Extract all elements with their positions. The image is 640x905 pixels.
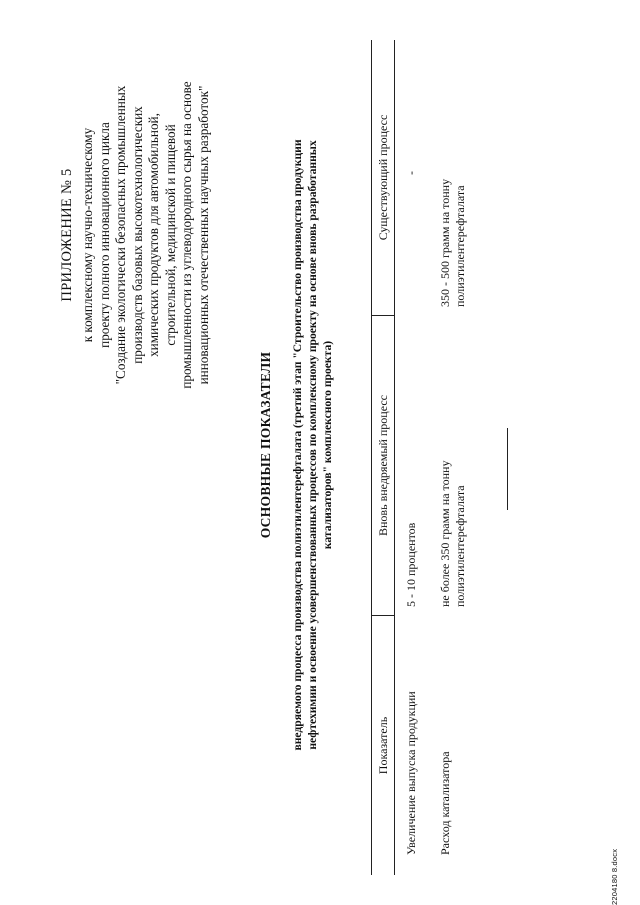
column-header-existing-process: Существующий процесс <box>376 114 390 241</box>
page-title: ОСНОВНЫЕ ПОКАЗАТЕЛИ <box>258 351 273 539</box>
appendix-line: строительной, медицинской и пищевой <box>162 124 178 346</box>
appendix-line: инновационных отечественных научных разработок" <box>195 85 211 385</box>
appendix-line: производств базовых высокотехнологических <box>129 106 145 364</box>
table-row <box>395 40 429 875</box>
subtitle-line: нефтехимии и освоение усовершенствованных процессов по комплексному проекту на основе вновь разработанных <box>306 140 319 750</box>
appendix-line: проекту полного инновационного цикла <box>96 122 112 348</box>
divider-line <box>507 428 508 510</box>
new-process-cell <box>404 347 419 607</box>
indicator-cell: Расход катализатора <box>438 751 452 855</box>
appendix-line: химических продуктов для автомобильной, <box>146 113 161 357</box>
appendix-title: ПРИЛОЖЕНИЕ № 5 <box>59 168 75 302</box>
appendix-line: "Создание экологически безопасных промышленных <box>113 85 128 385</box>
existing-process-line: - <box>404 171 418 175</box>
existing-process-line: 350 - 500 грамм на тонну <box>438 178 452 307</box>
existing-process-cell <box>438 47 468 307</box>
indicators-table <box>371 40 469 875</box>
appendix-line: промышленности из углеводородного сырья на основе <box>179 81 194 389</box>
appendix-line: к комплексному научно-техническому <box>80 127 95 343</box>
footer-filename: 2204180 8.docx <box>610 848 619 905</box>
appendix-block <box>58 50 212 420</box>
column-header-new-process: Вновь внедряемый процесс <box>372 315 394 615</box>
indicator-cell: Увеличение выпуска продукции <box>404 691 418 855</box>
column-header-indicator: Показатель <box>372 615 394 875</box>
subtitle-line: внедряемого процесса производства полиэтилентерефталата (третий этап "Строительство производства продукции <box>291 139 304 751</box>
existing-process-cell <box>404 171 419 175</box>
page-subtitle <box>290 45 335 845</box>
new-process-line: не более 350 грамм на тонну <box>438 460 452 607</box>
new-process-line: 5 - 10 процентов <box>404 522 418 607</box>
table-row <box>429 40 469 875</box>
table-header <box>371 40 395 875</box>
new-process-cell <box>438 347 468 607</box>
new-process-line: полиэтилентерефталата <box>453 485 467 607</box>
subtitle-line: катализаторов" комплексного проекта) <box>321 340 334 550</box>
existing-process-line: полиэтилентерефталата <box>453 185 467 307</box>
